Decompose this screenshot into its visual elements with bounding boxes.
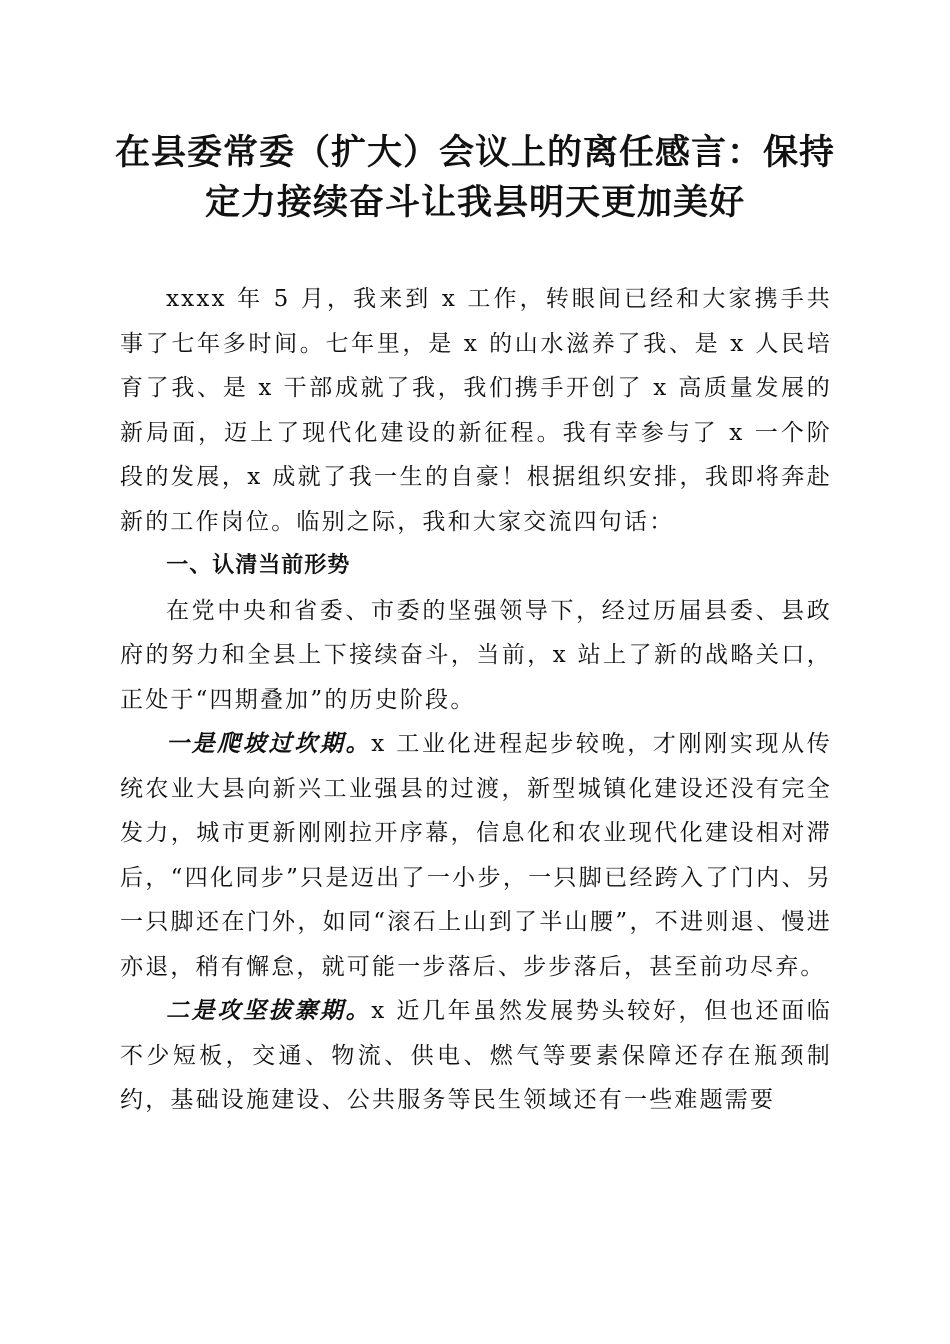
document-body	[120, 277, 832, 1123]
section-heading-1: 一、认清当前形势	[166, 553, 351, 578]
point-2-text: x 近几年虽然发展势头较好，但也还面临不少短板，交通、物流、供电、燃气等要素保障还存在瓶颈制约，基础设施建设、公共服务等民生领域还有一些难题需要	[120, 998, 832, 1113]
document-title	[110, 128, 840, 228]
point-2-paragraph	[120, 989, 832, 1123]
point-1-lead: 一是爬坡过坎期。	[166, 730, 372, 757]
section-1-paragraph: 在党中央和省委、市委的坚强领导下，经过历届县委、县政府的努力和全县上下接续奋斗，当前，x 站上了新的战略关口，正处于“四期叠加”的历史阶段。	[120, 597, 832, 713]
point-1-paragraph	[120, 722, 832, 989]
title-line-1: 在县委常委（扩大）会议上的离任感言：保持	[114, 133, 835, 173]
point-2-lead: 二是攻坚拔寨期。	[166, 997, 372, 1024]
intro-paragraph: xxxx 年 5 月，我来到 x 工作，转眼间已经和大家携手共事了七年多时间。七年里，是 x 的山水滋养了我、是 x 人民培育了我、是 x 干部成就了我，我们携手开创了 x 高质量发展的新局面，迈上了现代化建设的新征程。我有幸参与了 x 一个阶段的发展，x 成就了我一生的自豪！根据组织安排，我即将奔赴新的工作岗位。临别之际，我和大家交流四句话：	[120, 286, 832, 535]
point-1-text: x 工业化进程起步较晚，才刚刚实现从传统农业大县向新兴工业强县的过渡，新型城镇化建设还没有完全发力，城市更新刚刚拉开序幕，信息化和农业现代化建设相对滞后，“四化同步”只是迈出了一小步，一只脚已经跨入了门内、另一只脚还在门外，如同“滚石上山到了半山腰”，不进则退、慢进亦退，稍有懈怠，就可能一步落后、步步落后，甚至前功尽弃。	[120, 731, 832, 980]
title-line-2: 定力接续奋斗让我县明天更加美好	[204, 183, 745, 223]
